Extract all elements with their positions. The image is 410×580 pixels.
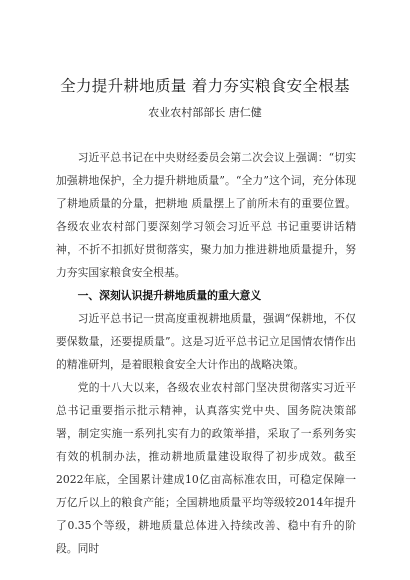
article-author: 农业农村部部长 唐仁健 bbox=[148, 106, 262, 119]
article-title: 全力提升耕地质量 着力夯实粮食安全根基 bbox=[60, 77, 350, 95]
article-body bbox=[56, 146, 356, 560]
body-paragraph: 习近平总书记在中央财经委员会第二次会议上强调：“切实加强耕地保护，全力提升耕地质量”。“全力”这个词，充分体现了耕地质量的分量，把耕地 质量摆上了前所未有的重要位置。各级农业农村部门要深刻学习领会习近平总 书记重要讲话精神，不折不扣抓好贯彻落实，聚力加力推进耕地质量提升，努 力夯实国家粮食安全根基。 bbox=[56, 151, 356, 279]
body-paragraph: 党的十八大以来，各级农业农村部门坚决贯彻落实习近平总书记重要指示批示精神，认真落实党中央、国务院决策部署，制定实施一系列扎实有力的政策举措，采取了一系列务实有效的机制办法，推动耕地质量建设取得了初步成效。截至2022年底，全国累计建成10亿亩高标准农田，可稳定保障一万亿斤以上的粮食产能；全国耕地质量平均等级较2014年提升了0.35个等级，耕地质量总体进入持续改善、稳中有升的阶段。同时 bbox=[56, 381, 356, 555]
body-paragraph: 习近平总书记一贯高度重视耕地质量，强调“保耕地，不仅要保数量，还要提质量”。这是习近平总书记立足国情农情作出的精准研判，是着眼粮食安全大计作出的战略决策。 bbox=[56, 312, 356, 371]
section-heading: 一、深刻认识提升耕地质量的重大意义 bbox=[77, 289, 262, 302]
